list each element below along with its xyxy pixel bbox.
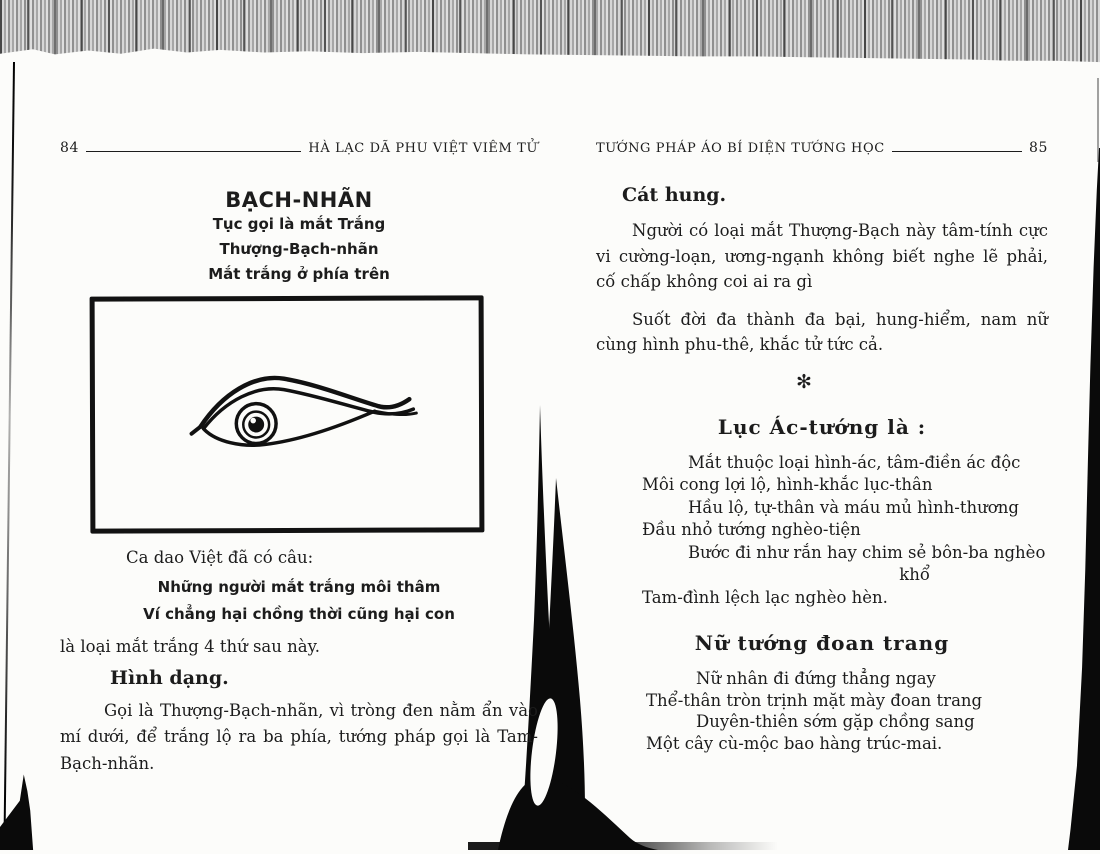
verse-line: Hầu lộ, tự-thân và máu mủ hình-thương	[688, 497, 1019, 517]
illustration-frame	[90, 295, 485, 533]
verse-line: Nữ nhân đi đứng thẳng ngay	[696, 669, 936, 689]
asterisk-divider-icon: ✻	[796, 370, 812, 393]
chapter-subtitle: Tục gọi là mắt Trắng	[212, 215, 386, 233]
cat-hung-paragraph: Suốt đời đa thành đa bại, hung-hiểm, nam nữ cùng hình phu-thê, khắc tử tức cả.	[596, 309, 1048, 355]
page-fold-line	[3, 62, 15, 848]
section-heading-nu-tuong: Nữ tướng đoan trang	[694, 631, 950, 656]
right-header-text: TƯỚNG PHÁP ÁO BÍ DIỆN TƯỚNG HỌC	[596, 141, 885, 156]
left-page	[60, 140, 538, 777]
verse-line: Đầu nhỏ tướng nghèo-tiện	[642, 520, 861, 540]
right-page-number: 85	[1028, 140, 1048, 156]
verse-line: Mắt thuộc loại hình-ác, tâm-điền ác độc	[688, 452, 1021, 472]
verse-line: Môi cong lợi lộ, hình-khắc lục-thân	[642, 475, 933, 495]
luc-ac-verse	[596, 452, 1048, 610]
verse-line: Bước đi như rắn hay chim sẻ bôn-ba nghèo	[688, 542, 1046, 562]
right-edge-hairline	[1097, 78, 1099, 162]
left-running-header	[60, 140, 538, 156]
after-couplet-text: là loại mắt trắng 4 thứ sau này.	[60, 637, 320, 656]
film-edge-artifact	[0, 0, 1100, 64]
section-heading-luc-ac: Lục Ác-tướng là :	[717, 414, 927, 439]
section-heading-cat-hung: Cát hung.	[622, 184, 727, 206]
folk-couplet	[60, 574, 538, 628]
section-heading-hinh-dang: Hình dạng.	[110, 667, 229, 689]
chapter-title: BẠCH-NHÃN	[225, 188, 373, 212]
eye-illustration	[95, 300, 480, 528]
left-header-text: HÀ LẠC DÃ PHU VIỆT VIÊM TỬ	[308, 141, 538, 156]
verse-line: Tam-đình lệch lạc nghèo hèn.	[642, 587, 888, 607]
verse-line: Duyên-thiên sớm gặp chồng sang	[696, 712, 975, 732]
right-running-header	[596, 140, 1048, 156]
hinh-dang-paragraph: Gọi là Thượng-Bạch-nhãn, vì tròng đen nằm ẩn vào mí dưới, để trắng lộ ra ba phía, tướng pháp gọi là Tam-Bạch-nhãn.	[60, 701, 538, 773]
header-rule	[86, 151, 301, 152]
right-page	[596, 140, 1048, 754]
verse-line: Một cây cù-mộc bao hàng trúc-mai.	[646, 733, 943, 753]
verse-line: Thể-thân tròn trịnh mặt mày đoan trang	[646, 690, 983, 710]
couplet-line: Những người mắt trắng môi thâm	[157, 578, 441, 596]
cat-hung-paragraph: Người có loại mắt Thượng-Bạch này tâm-tính cực vi cường-loạn, ương-ngạnh không biết nghe lẽ phải, cố chấp không coi ai ra gì	[596, 221, 1048, 292]
couplet-line: Ví chẳng hại chồng thời cũng hại con	[143, 605, 455, 623]
chapter-subtitle: Thượng-Bạch-nhãn	[219, 240, 379, 258]
left-page-number: 84	[60, 140, 80, 156]
verse-line-overflow: khổ	[899, 565, 930, 585]
header-rule	[892, 151, 1022, 152]
right-edge-shadow	[1068, 148, 1100, 850]
nu-tuong-verse	[596, 668, 1048, 754]
caption-intro: Ca dao Việt đã có câu:	[126, 548, 314, 567]
chapter-subtitle: Mắt trắng ở phía trên	[208, 265, 390, 283]
